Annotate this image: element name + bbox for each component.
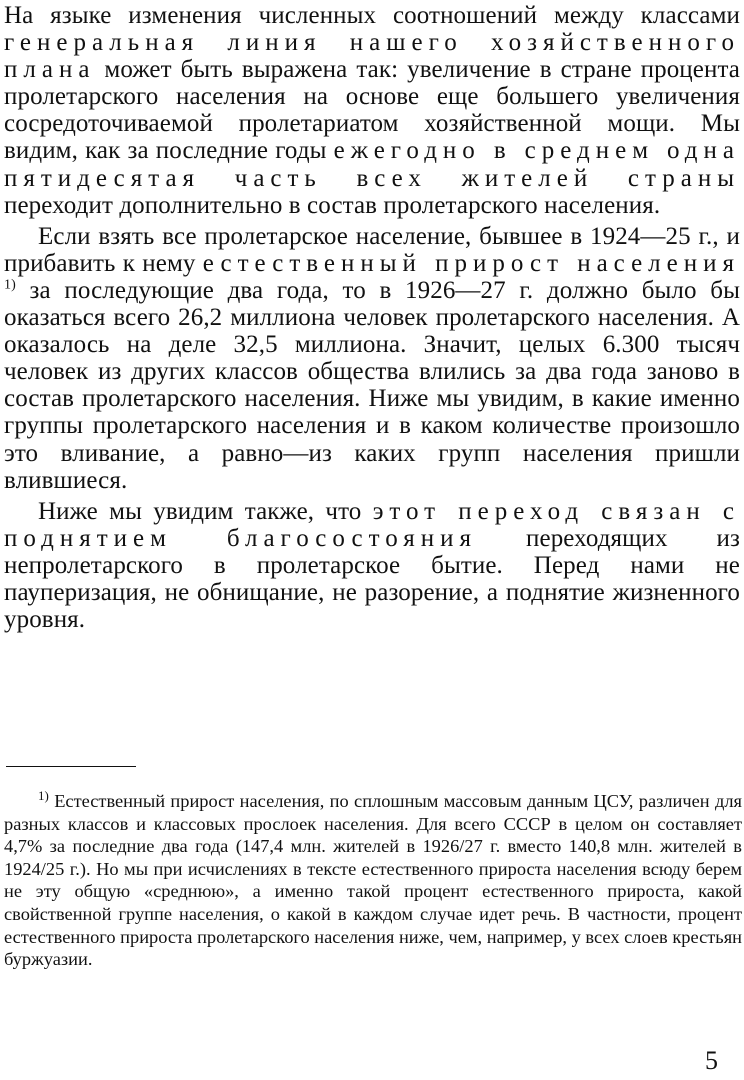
page-number: 5	[705, 1046, 718, 1075]
paragraph-2	[4, 223, 740, 494]
footnote-text: Естественный прирост населения, по сплошным массовым данным ЦСУ, различен для разных классов и классовых прослоек населения. Для всего СССР в целом он составляет 4,7% за последние два года (147,4 млн. жителей в 1926/27 г. вместо 140,8 млн. жителей в 1924/25 г.). Но мы при исчислениях в тексте естественного прироста населения всюду берем не эту общую «среднюю», а именно такой процент естественного прироста, какой свойственной группе населения, о какой в каждом случае идет речь. В частности, процент естественного прироста пролетарского населения ниже, чем, например, у всех слоев крестьян буржуазии.	[4, 791, 742, 970]
paragraph-3-spaced-text-1: этот переход связан с поднятием благосостояния	[4, 497, 740, 552]
paragraph-2-text-1: Если взять все пролетарское население, бывшее в 1924—25 г., и прибавить к нему	[4, 222, 740, 277]
paragraph-1-spaced-text-2: ежегодно в среднем одна пятидесятая часть всех жителей страны	[4, 137, 740, 192]
paragraph-1-text-2: может быть выражена так: увеличение в стране процента пролетарского населения на основе еще большего увеличения сосредоточиваемой пролетариатом хозяйственной мощи. Мы видим, как за последние годы	[4, 56, 740, 165]
paragraph-3-text-1: Ниже мы увидим также, что	[38, 497, 373, 525]
paragraph-2-text-2: за последующие два года, то в 1926—27 г. должно было бы оказаться всего 26,2 миллиона человек пролетарского населения. А оказалось на деле 32,5 миллиона. Значит, целых 6.300 тысяч человек из других классов общества влились за два года заново в состав пролетарского населения. Ниже мы увидим, в какие именно группы пролетарского населения и в каком количестве произошло это вливание, а равно—из каких групп населения пришли влившиеся.	[4, 276, 740, 494]
footnote-paragraph	[4, 787, 742, 971]
paragraph-1	[4, 2, 740, 219]
main-text	[4, 2, 740, 637]
footnote-reference[interactable]: 1)	[4, 277, 16, 293]
footnote-divider	[6, 766, 136, 767]
paragraph-1-spaced-text-1: генеральная линия нашего хозяйственного плана	[4, 29, 740, 84]
paragraph-3	[4, 498, 740, 633]
paragraph-3-text-2: переходящих из непролетарского в пролетарское бытие. Перед нами не пауперизация, не обнищание, не разорение, а поднятие жизненного уровня.	[4, 524, 741, 634]
footnote-marker: 1)	[38, 787, 49, 803]
paragraph-1-text-1: На языке изменения численных соотношений между классами	[4, 2, 740, 29]
paragraph-2-spaced-text-1: естественный прирост населения	[202, 249, 740, 277]
footnote	[4, 787, 742, 971]
paragraph-1-text-3: переходит дополнительно в состав пролетарского населения.	[4, 191, 661, 219]
